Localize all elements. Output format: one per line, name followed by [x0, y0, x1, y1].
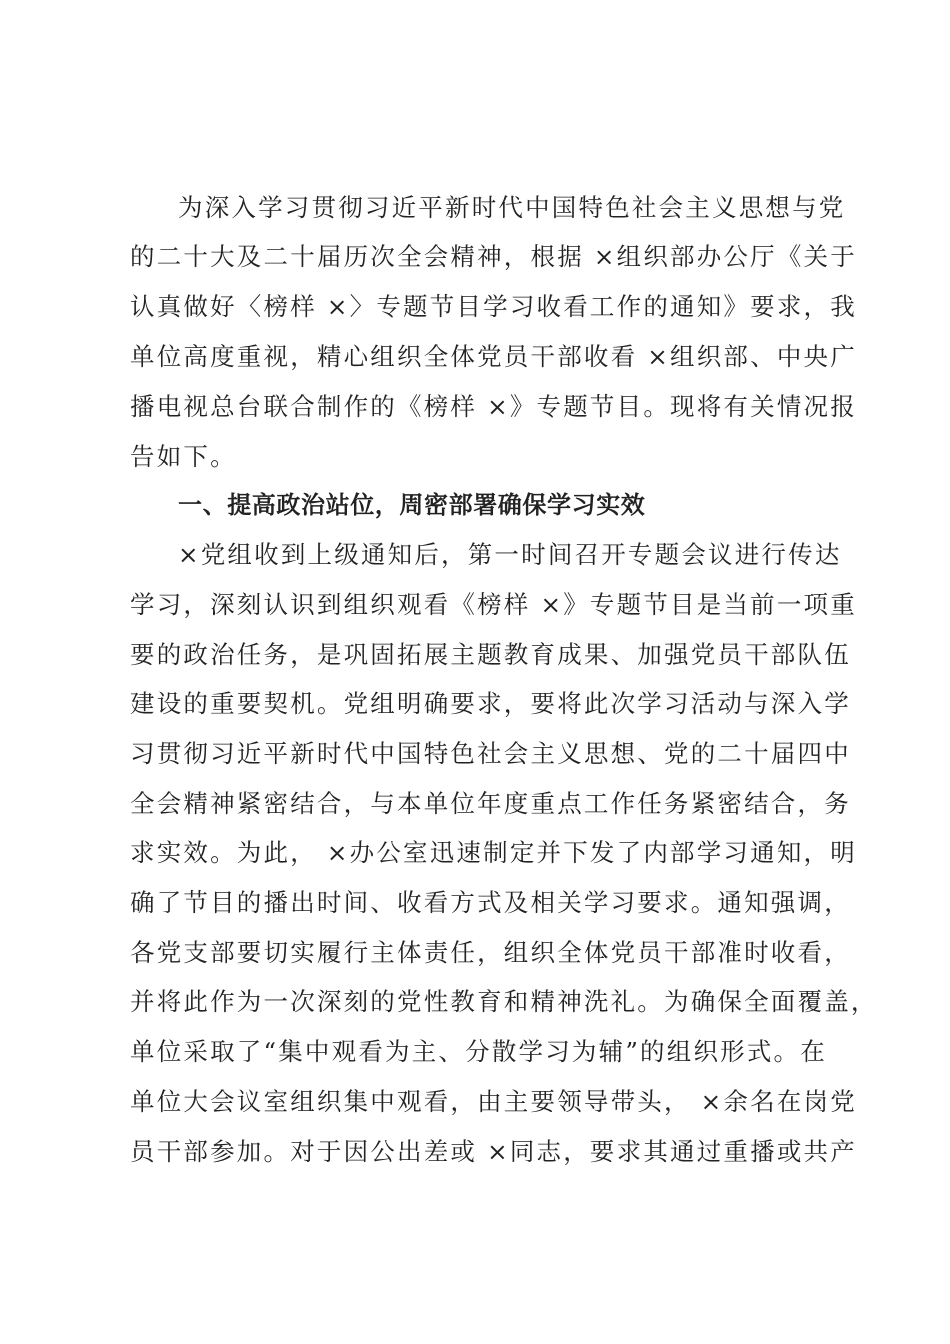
section-line-6: 全会精神紧密结合，与本单位年度重点工作任务紧密结合，务 [130, 789, 851, 818]
section-line-12: 单位大会议室组织集中观看，由主要领导带头， ×余名在岗党 [130, 1087, 857, 1116]
section-line-11: 单位采取了“集中观看为主、分散学习为辅”的组织形式。在 [130, 1037, 827, 1066]
section-line-5: 习贯彻习近平新时代中国特色社会主义思想、党的二十届四中 [130, 739, 851, 768]
intro-line-4: 单位高度重视，精心组织全体党员干部收看 ×组织部、中央广 [130, 342, 857, 371]
section-line-8: 确了节目的播出时间、收看方式及相关学习要求。通知强调， [130, 888, 851, 917]
section-heading: 一、提高政治站位，周密部署确保学习实效 [178, 491, 646, 519]
section-line-3: 要的政治任务，是巩固拓展主题教育成果、加强党员干部队伍 [130, 640, 851, 669]
intro-line-6: 告如下。 [130, 442, 237, 471]
section-line-13: 员干部参加。对于因公出差或 ×同志，要求其通过重播或共产 [130, 1137, 857, 1166]
intro-line-2: 的二十大及二十届历次全会精神，根据 ×组织部办公厅《关于 [130, 242, 857, 271]
section-line-10: 并将此作为一次深刻的党性教育和精神洗礼。为确保全面覆盖， [130, 987, 878, 1016]
section-line-7: 求实效。为此， ×办公室迅速制定并下发了内部学习通知，明 [130, 838, 857, 867]
section-line-1: ×党组收到上级通知后，第一时间召开专题会议进行传达 [178, 540, 842, 569]
intro-line-5: 播电视总台联合制作的《榜样 ×》专题节目。现将有关情况报 [130, 392, 857, 421]
section-line-4: 建设的重要契机。党组明确要求，要将此次学习活动与深入学 [130, 689, 851, 718]
intro-line-3: 认真做好〈榜样 ×〉专题节目学习收看工作的通知》要求，我 [130, 292, 857, 321]
section-line-9: 各党支部要切实履行主体责任，组织全体党员干部准时收看， [130, 938, 851, 967]
intro-line-1: 为深入学习贯彻习近平新时代中国特色社会主义思想与党 [178, 193, 846, 222]
section-line-2: 学习，深刻认识到组织观看《榜样 ×》专题节目是当前一项重 [130, 590, 857, 619]
